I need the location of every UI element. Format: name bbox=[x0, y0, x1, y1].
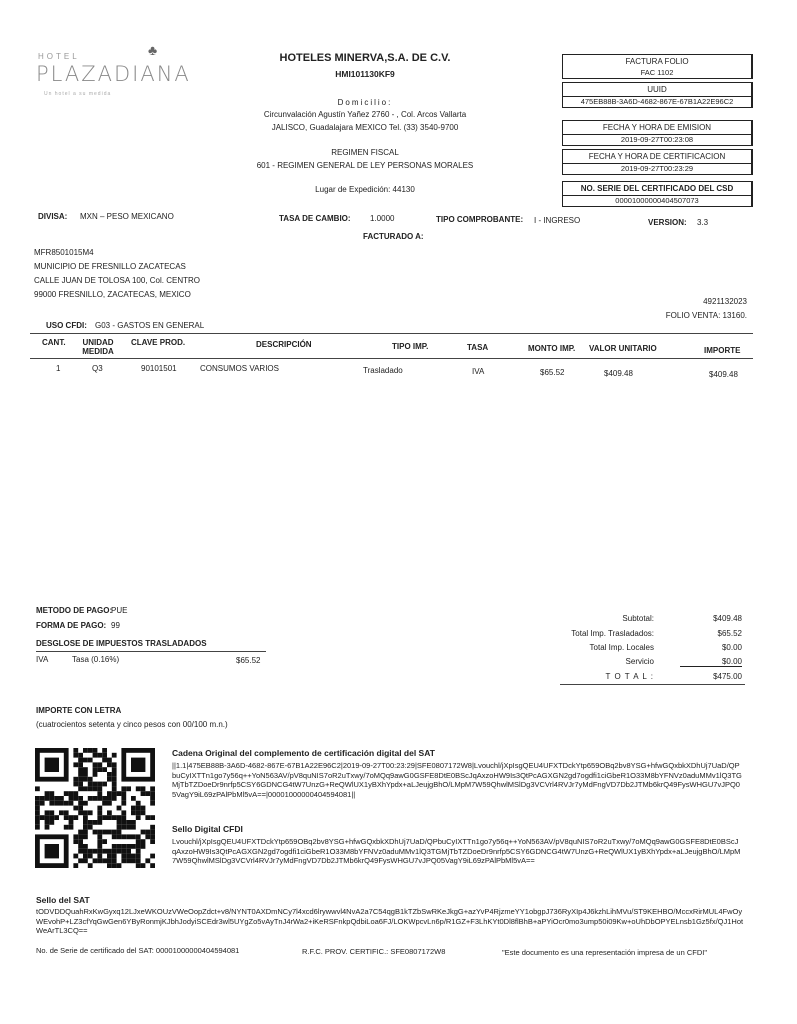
folio-label: FACTURA FOLIO bbox=[625, 57, 689, 66]
row-clave: 90101501 bbox=[141, 364, 177, 373]
row-unidad: Q3 bbox=[92, 364, 103, 373]
client-reference: 4921132023 bbox=[703, 297, 747, 306]
uuid-label: UUID bbox=[647, 85, 667, 94]
impuesto-monto: $65.52 bbox=[236, 656, 261, 665]
impuesto-name: IVA bbox=[36, 655, 49, 664]
client-rfc: MFR8501015M4 bbox=[34, 248, 94, 257]
desglose-label: DESGLOSE DE IMPUESTOS TRASLADADOS bbox=[36, 639, 207, 648]
col-descripcion: DESCRIPCIÓN bbox=[256, 340, 312, 349]
desglose-rule bbox=[36, 651, 266, 652]
trasladados-value: $65.52 bbox=[717, 629, 742, 638]
folio-box bbox=[562, 54, 753, 79]
issuer-rfc: HMI101130KF9 bbox=[335, 69, 395, 79]
serie-sat: No. de Serie de certificado del SAT: 00001000000404594081 bbox=[36, 946, 240, 955]
regimen-label: REGIMEN FISCAL bbox=[331, 148, 399, 157]
cadena-label: Cadena Original del complemento de certificación digital del SAT bbox=[172, 748, 435, 758]
col-tasa: TASA bbox=[467, 343, 489, 352]
metodo-pago-value: PUE bbox=[111, 606, 128, 615]
row-cant: 1 bbox=[56, 364, 61, 373]
version-label: VERSION: bbox=[648, 218, 687, 227]
lugar-expedicion: Lugar de Expedición: 44130 bbox=[315, 185, 415, 194]
logo-name: PLAZADIANA bbox=[36, 62, 191, 86]
uso-cfdi-label: USO CFDI: bbox=[46, 321, 87, 330]
regimen-value: 601 - REGIMEN GENERAL DE LEY PERSONAS MORALES bbox=[256, 161, 474, 170]
tipo-comprobante-label: TIPO COMPROBANTE: bbox=[436, 215, 524, 224]
palm-tree-icon: ♣ bbox=[148, 42, 158, 58]
col-unidad-line2: MEDIDA bbox=[82, 347, 114, 356]
divisa-value: MXN – PESO MEXICANO bbox=[80, 212, 174, 221]
forma-pago-label: FORMA DE PAGO: bbox=[36, 621, 107, 630]
total-label: T O T A L : bbox=[605, 672, 654, 681]
importe-letra-label: IMPORTE CON LETRA bbox=[36, 706, 122, 715]
certificacion-box bbox=[562, 149, 753, 175]
total-value: $475.00 bbox=[713, 672, 742, 681]
version-value: 3.3 bbox=[697, 218, 709, 227]
folio-value: FAC 1102 bbox=[640, 68, 674, 77]
representacion-nota: "Este documento es una representación impresa de un CFDI" bbox=[502, 948, 708, 957]
table-header-rule bbox=[30, 358, 753, 359]
certificacion-label: FECHA Y HORA DE CERTIFICACION bbox=[588, 152, 726, 161]
col-valor-unitario: VALOR UNITARIO bbox=[589, 344, 657, 353]
hotel-logo bbox=[30, 38, 200, 98]
emision-value: 2019-09-27T00:23:08 bbox=[563, 134, 751, 145]
logo-tagline: Un hotel a su medida bbox=[44, 91, 112, 97]
locales-value: $0.00 bbox=[721, 643, 742, 652]
sello-sat-label: Sello del SAT bbox=[36, 895, 90, 905]
totals-rule bbox=[560, 684, 745, 685]
row-monto: $65.52 bbox=[540, 368, 565, 377]
issuer-address-1: Circunvalación Agustín Yañez 2760 - , Col. Arcos Vallarta bbox=[263, 110, 467, 119]
csd-box bbox=[562, 181, 753, 207]
sello-cfdi-label: Sello Digital CFDI bbox=[172, 824, 243, 834]
qr-code-icon bbox=[35, 748, 155, 868]
client-city: 99000 FRESNILLO, ZACATECAS, MEXICO bbox=[34, 290, 191, 299]
client-street: CALLE JUAN DE TOLOSA 100, Col. CENTRO bbox=[34, 276, 200, 285]
trasladados-label: Total Imp. Trasladados: bbox=[571, 629, 654, 638]
row-valor: $409.48 bbox=[604, 369, 633, 378]
row-tasa: IVA bbox=[472, 367, 485, 376]
table-top-rule bbox=[30, 333, 753, 334]
col-clave: CLAVE PROD. bbox=[131, 338, 186, 347]
logo-hotel-text: HOTEL bbox=[38, 52, 80, 61]
row-descripcion: CONSUMOS VARIOS bbox=[200, 364, 279, 373]
csd-value: 00001000000404507073 bbox=[563, 195, 751, 206]
uuid-value: 475EB88B-3A6D-4682-867E-67B1A22E96C2 bbox=[563, 96, 751, 107]
rfc-proveedor: R.F.C. PROV. CERTIFIC.: SFE0807172W8 bbox=[302, 947, 446, 956]
csd-label: NO. SERIE DEL CERTIFICADO DEL CSD bbox=[580, 184, 734, 193]
emision-box bbox=[562, 120, 753, 146]
certificacion-value: 2019-09-27T00:23:29 bbox=[563, 163, 751, 174]
issuer-name: HOTELES MINERVA,S.A. DE C.V. bbox=[279, 52, 451, 64]
facturado-a-label: FACTURADO A: bbox=[363, 232, 424, 241]
uuid-box bbox=[562, 82, 753, 108]
sello-cfdi-value: Lvouchl/jXpIsgQEU4UFXTDckYtp659OBq2bv8YSG+hfwGQxbkXDhUj7UaD/QPbuCyIXTTn1go7y56q++YoN563AV/pV8quNIS7oR2uTxwy/7oMQq9awG0GSFE8DtE0BScJqAxzoHW9Is3QtPcAGXGN2gd7ogdfi1ciGbeR1O33M8bYFNVz0aduMMv1lQ3TGMjTbTZDoeDr9nrfp5CSY6GDNCG4tW7UnzG+ReQWlUX1yBXhYpdx+aLJeujgBhO/LMpM7W59QhwlMSlDg3VCVrl4RVJr7yMdFngVD7Db2JTMb6krQ49FysWHGU7vJPQ05VagY9iL69zPAlPbMl5vA== bbox=[172, 837, 741, 865]
row-tipo: Trasladado bbox=[363, 366, 403, 375]
servicio-label: Servicio bbox=[625, 657, 654, 666]
col-importe: IMPORTE bbox=[704, 346, 741, 355]
emision-label: FECHA Y HORA DE EMISION bbox=[602, 123, 712, 132]
locales-label: Total Imp. Locales bbox=[589, 643, 654, 652]
col-unidad-line1: UNIDAD bbox=[82, 338, 114, 347]
col-unidad bbox=[80, 338, 116, 356]
issuer-address-2: JALISCO, Guadalajara MEXICO Tel. (33) 3540-9700 bbox=[271, 123, 459, 132]
folio-venta: FOLIO VENTA: 13160. bbox=[665, 311, 747, 320]
tasa-cambio-value: 1.0000 bbox=[370, 214, 395, 223]
servicio-value: $0.00 bbox=[680, 657, 742, 667]
tasa-cambio-label: TASA DE CAMBIO: bbox=[279, 214, 351, 223]
subtotal-label: Subtotal: bbox=[622, 614, 654, 623]
domicilio-label: Domicilio: bbox=[337, 98, 393, 107]
col-tipo-imp: TIPO IMP. bbox=[392, 342, 429, 351]
divisa-label: DIVISA: bbox=[38, 212, 68, 221]
col-monto: MONTO IMP. bbox=[528, 344, 576, 353]
impuesto-tasa: Tasa (0.16%) bbox=[72, 655, 120, 664]
col-cant: CANT. bbox=[42, 338, 66, 347]
sello-sat-value: tODVDDQuahRxKwGyxq12LJxeWKOUzVWeOopZdct+v8/NYNT0AXDmNCy7l4xcd6lrywwvl4NvA2a7C54qgB1kTZbSwRKeJkgG+azYvP4RjzmeYY1obgpJ736RyXIp4J6kzhLihMVu/ST9KEHBO/MccxRirMUL4FwOyWEvohP+LZ3cfYqGwGen6YByRonmjKJbhJodyiSCEdr3wl5UYgZo5vAyTnJ4rWa2+iKeRSFnkpQdbiLoa6FJ/LOKWpcvLn6p/R1GZ+F3LhKYt0Dl8flBhB+aPYiOcr0mo3ump50i09Kw+oUhDbOPYELnsb1Gz5fx/QJ1HotWeArTL3CQ== bbox=[36, 907, 744, 935]
forma-pago-value: 99 bbox=[111, 621, 120, 630]
tipo-comprobante-value: I - INGRESO bbox=[534, 216, 581, 225]
importe-letra-value: (cuatrocientos setenta y cinco pesos con 00/100 m.n.) bbox=[36, 720, 228, 729]
cadena-value: ||1.1|475EB88B-3A6D-4682-867E-67B1A22E96C2|2019-09-27T00:23:29|SFE0807172W8|Lvouchl/jXpIsgQEU4UFXTDckYtp659OBq2bv8YSG+hfwGQxbkXDhUj7UaD/QPbuCyIXTTn1go7y56q++YoN563AV/pV8quNIS7oR2uTxwy/7oMQq9awG0GSFE8DtE0BScJqAxzoHW9Is3QtPcAGXGN2gd7ogdfi1ciGbeR1O33M8bYFNVz0aduMMv1lQ3TGMjTbTZDoeDr9nrfp5CSY6GDNCG4tW7UnzG+ReQWlUX1yBXhYpdx+aLJeujgBhO/LMpM7W59QhwlMSlDg3VCVrl4RVJr7yMdFngVD7Db2JTMb6krQ49FysWHGU7vJPQ05VagY9iL69zPAlPbMl5vA==|00001000000404594081|| bbox=[172, 761, 742, 799]
metodo-pago-label: METODO DE PAGO: bbox=[36, 606, 113, 615]
row-importe: $409.48 bbox=[709, 370, 738, 379]
subtotal-value: $409.48 bbox=[713, 614, 742, 623]
uso-cfdi-value: G03 - GASTOS EN GENERAL bbox=[95, 321, 205, 330]
client-name: MUNICIPIO DE FRESNILLO ZACATECAS bbox=[34, 262, 186, 271]
